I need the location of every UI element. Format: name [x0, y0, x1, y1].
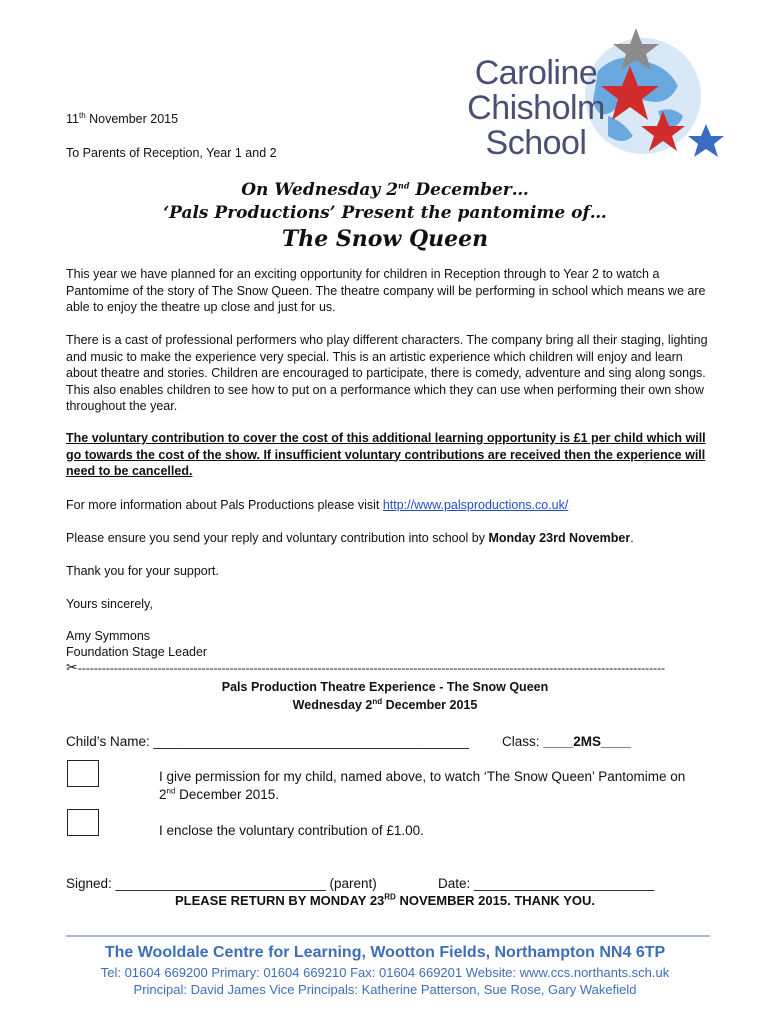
- date-field[interactable]: Date: ________________________: [438, 876, 655, 891]
- paragraph-thanks: Thank you for your support.: [66, 564, 219, 578]
- class-field[interactable]: Class: ____2MS____: [502, 734, 632, 749]
- signer-name: Amy Symmons: [66, 629, 151, 643]
- heading-date: On Wednesday 2nd December…: [241, 180, 529, 200]
- slip-date: Wednesday 2nd December 2015: [292, 696, 478, 712]
- paragraph-deadline: Please ensure you send your reply and voluntary contribution into school by Monday 23rd November.: [66, 531, 634, 545]
- paragraph-intro: This year we have planned for an exciting opportunity for children in Reception through to Year 2 to watch a Pantomime of the story of The Snow Queen. The theatre company will be performing in school which means we are able to enjoy the theatre up close and just for us.: [66, 267, 706, 314]
- signature-field[interactable]: Signed: ____________________________ (parent): [66, 876, 377, 891]
- paragraph-signoff: Yours sincerely,: [66, 597, 153, 611]
- footer-divider: [66, 935, 710, 937]
- signer-role: Foundation Stage Leader: [66, 645, 208, 659]
- cut-line: ✂---------------------------------------------------------------------------------------------------------------------------------------------------: [66, 660, 666, 674]
- permission-text: I give permission for my child, named above, to watch ‘The Snow Queen’ Pantomime on 2nd December 2015.: [159, 769, 686, 802]
- paragraph-more-info: For more information about Pals Productions please visit http://www.palsproductions.co.uk/: [66, 498, 569, 512]
- pals-productions-link[interactable]: http://www.palsproductions.co.uk/: [382, 498, 569, 512]
- school-name: [466, 56, 606, 161]
- paragraph-contribution: The voluntary contribution to cover the cost of this additional learning opportunity is £1 per child which will go towards the cost of the show. If insufficient voluntary contributions are received then the experience will need to be cancelled.: [66, 431, 706, 478]
- scissors-icon: ✂: [66, 660, 78, 674]
- contribution-text: I enclose the voluntary contribution of £1.00.: [159, 823, 424, 838]
- paragraph-cast: There is a cast of professional performers who play different characters. The company bring all their staging, lighting and music to make the experience very special. This is an artistic experience which children will enjoy and learn about theatre and stories. Children are encouraged to participate, there is comedy, adventure and sing along songs. This also enables children to see how to put on a performance which they can use when performing their own show throughout the year.: [66, 333, 708, 413]
- child-name-field[interactable]: Child’s Name: __________________________________________: [66, 734, 469, 749]
- contribution-checkbox[interactable]: [67, 809, 99, 836]
- heading-presenters: ‘Pals Productions’ Present the pantomime of…: [163, 203, 607, 223]
- heading-show-title: The Snow Queen: [281, 226, 489, 252]
- logo-line-2: Chisholm: [467, 89, 605, 127]
- logo-line-3: School: [485, 124, 587, 162]
- footer-address: The Wooldale Centre for Learning, Wootton Fields, Northampton NN4 6TP: [104, 944, 666, 961]
- slip-title: Pals Production Theatre Experience - The Snow Queen: [221, 680, 549, 694]
- footer-staff: Principal: David James Vice Principals: Katherine Patterson, Sue Rose, Gary Wakefield: [133, 982, 637, 997]
- logo-line-1: Caroline: [474, 54, 598, 92]
- letter-recipient: To Parents of Reception, Year 1 and 2: [66, 146, 277, 160]
- blue-star-icon: [688, 124, 724, 157]
- permission-checkbox[interactable]: [67, 760, 99, 787]
- footer-contacts: Tel: 01604 669200 Primary: 01604 669210 Fax: 01604 669201 Website: www.ccs.northants.sch.uk: [100, 965, 670, 980]
- letter-date: 11th November 2015: [66, 110, 179, 126]
- return-notice: PLEASE RETURN BY MONDAY 23RD NOVEMBER 2015. THANK YOU.: [175, 892, 595, 908]
